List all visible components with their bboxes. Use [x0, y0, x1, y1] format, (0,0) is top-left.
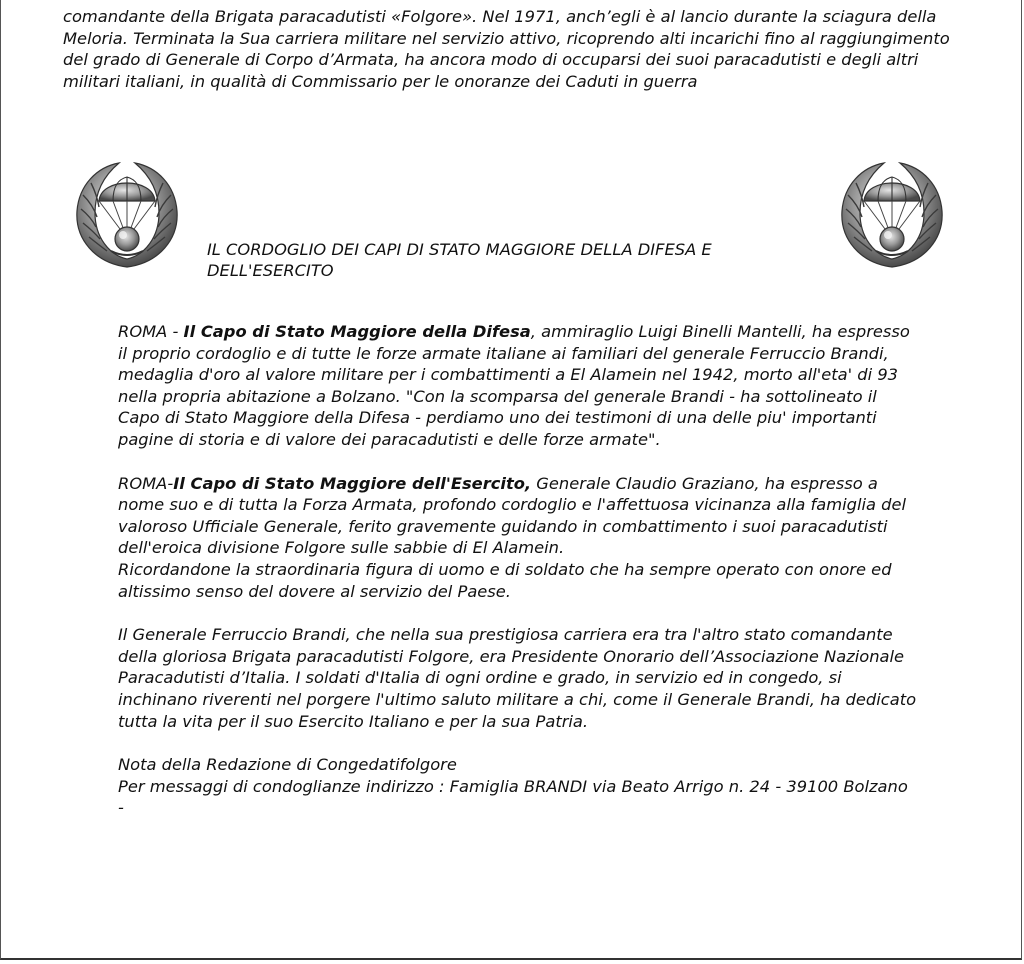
paratrooper-wings-badge-icon	[832, 155, 952, 275]
paratrooper-wings-badge-icon	[67, 155, 187, 275]
bold-title: Il Capo di Stato Maggiore dell'Esercito,	[173, 473, 532, 493]
paragraph-esercito-continued: Ricordandone la straordinaria figura di uomo e di soldato che ha sempre operato con onore ed altissimo senso del dovere al servizio del Paese.	[118, 559, 892, 601]
article-body	[118, 321, 918, 819]
section-headline: IL CORDOGLIO DEI CAPI DI STATO MAGGIORE DELLA DIFESA E DELL'ESERCITO	[207, 240, 712, 280]
intro-paragraph: comandante della Brigata paracadutisti «Folgore». Nel 1971, anch’egli è al lancio durante la sciagura della Meloria. Terminata la Sua carriera militare nel servizio attivo, ricoprendo alti incarichi fino al raggiungimento del grado di Generale di Corpo d’Armata, ha ancora modo di occuparsi dei suoi paracadutisti e degli altri militari italiani, in qualità di Commissario per le onoranze dei Caduti in guerra	[63, 7, 950, 91]
paragraph-esercito	[118, 473, 918, 559]
paragraph-text: , ammiraglio Luigi Binelli Mantelli, ha espresso il proprio cordoglio e di tutte le forze armate italiane ai familiari del generale Ferruccio Brandi, medaglia d'oro al valore militare per i combattimenti a El Alamein nel 1942, morto all'eta' di 93 nella propria abitazione a Bolzano. "Con la scomparsa del generale Brandi - ha sottolineato il Capo di Stato Maggiore della Difesa - perdiamo uno dei testimoni di una delle piu' importanti pagine di storia e di valore dei paracadutisti e delle forze armate".	[118, 322, 910, 449]
paragraph-text: Generale Claudio Graziano, ha espresso a nome suo e di tutta la Forza Armata, profondo cordoglio e l'affettuosa vicinanza alla famiglia del valoroso Ufficiale Generale, ferito gravemente guidando in combattimento i suoi paracadutisti dell'eroica divisione Folgore sulle sabbie di El Alamein.	[118, 473, 907, 558]
dateline: ROMA -	[118, 322, 184, 341]
condolence-address: Per messaggi di condoglianze indirizzo : Famiglia BRANDI via Beato Arrigo n. 24 - 39100 Bolzano -	[118, 776, 908, 818]
bold-title: Il Capo di Stato Maggiore della Difesa	[183, 322, 531, 341]
paragraph-brandi: Il Generale Ferruccio Brandi, che nella sua prestigiosa carriera era tra l'altro stato comandante della gloriosa Brigata paracadutisti Folgore, era Presidente Onorario dell’Associazione Nazionale Paracadutisti d’Italia. I soldati d'Italia di ogni ordine e grado, in servizio ed in congedo, si inchinano riverenti nel porgere l'ultimo saluto militare a chi, come il Generale Brandi, ha dedicato tutta la vita per il suo Esercito Italiano e per la sua Patria.	[118, 625, 917, 731]
paragraph-difesa	[118, 321, 918, 451]
editorial-note-title: Nota della Redazione di Congedatifolgore	[118, 755, 457, 775]
dateline: ROMA-	[118, 473, 174, 493]
